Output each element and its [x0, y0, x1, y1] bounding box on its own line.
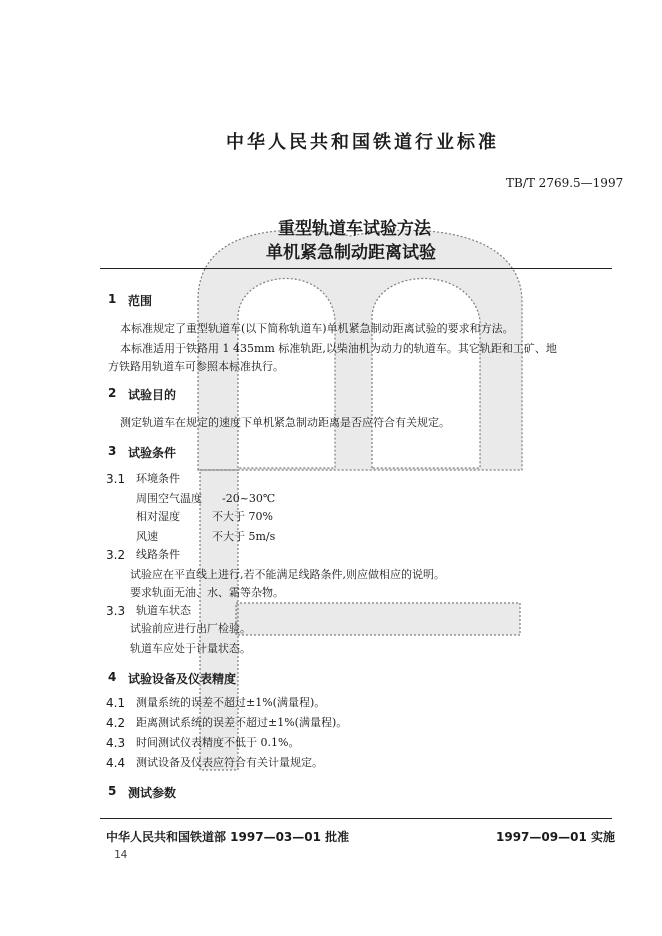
section-3-3-heading: 轨道车状态 [136, 604, 191, 617]
section-3-number: 3 [108, 444, 117, 458]
section-4-3-number: 4.3 [106, 736, 126, 750]
section-4-4-number: 4.4 [106, 756, 126, 770]
approval-line: 中华人民共和国铁道部 1997—03—01 批准 [106, 830, 350, 844]
env-label-humidity: 相对湿度 [136, 510, 180, 523]
section-4-2-text: 距离测试系统的误差不超过±1%(满量程)。 [136, 716, 348, 729]
section-3-heading: 试验条件 [128, 446, 177, 460]
page-number: 14 [114, 848, 128, 861]
section-4-1-number: 4.1 [106, 696, 126, 710]
section-1-paragraph-2a: 本标准适用于铁路用 1 435mm 标准轨距,以柴油机为动力的轨道车。其它轨距和工矿、地 [120, 342, 557, 355]
env-label-temperature: 周围空气温度 [136, 492, 202, 505]
section-2-paragraph: 测定轨道车在规定的速度下单机紧急制动距离是否应符合有关规定。 [120, 416, 450, 429]
section-4-3-text: 时间测试仪表精度不低于 0.1%。 [136, 736, 300, 749]
section-2-number: 2 [108, 386, 117, 400]
standard-organization: 中华人民共和国铁道行业标准 [226, 132, 499, 153]
env-value-humidity: 不大于 70% [212, 510, 273, 523]
section-4-number: 4 [108, 670, 117, 684]
standard-code: TB/T 2769.5—1997 [506, 176, 624, 190]
section-3-2-paragraph-2: 要求轨面无油、水、霜等杂物。 [130, 586, 284, 599]
section-4-heading: 试验设备及仪表精度 [128, 672, 237, 686]
env-value-temperature: -20~30℃ [222, 492, 276, 505]
section-3-2-paragraph-1: 试验应在平直线上进行,若不能满足线路条件,则应做相应的说明。 [130, 568, 445, 581]
env-label-wind: 风速 [136, 530, 158, 543]
section-4-1-text: 测量系统的误差不超过±1%(满量程)。 [136, 696, 326, 709]
section-5-number: 5 [108, 784, 117, 798]
section-3-2-heading: 线路条件 [136, 548, 180, 561]
section-4-2-number: 4.2 [106, 716, 126, 730]
section-3-1-heading: 环境条件 [136, 472, 180, 485]
section-2-heading: 试验目的 [128, 388, 177, 402]
section-4-4-text: 测试设备及仪表应符合有关计量规定。 [136, 756, 323, 769]
section-1-heading: 范围 [128, 294, 153, 308]
section-3-3-paragraph-1: 试验前应进行出厂检验。 [130, 622, 251, 635]
section-3-1-number: 3.1 [106, 472, 126, 486]
section-1-number: 1 [108, 292, 117, 306]
document-title-line1: 重型轨道车试验方法 [278, 219, 431, 239]
footer-divider [100, 818, 612, 819]
section-1-paragraph-1: 本标准规定了重型轨道车(以下简称轨道车)单机紧急制动距离试验的要求和方法。 [120, 322, 514, 335]
section-1-paragraph-2b: 方铁路用轨道车可参照本标准执行。 [108, 360, 284, 373]
section-5-heading: 测试参数 [128, 786, 177, 800]
title-divider [100, 268, 612, 269]
section-3-3-paragraph-2: 轨道车应处于计量状态。 [130, 642, 251, 655]
env-value-wind: 不大于 5m/s [212, 530, 276, 543]
effective-date: 1997—09—01 实施 [496, 830, 615, 844]
section-3-3-number: 3.3 [106, 604, 126, 618]
section-3-2-number: 3.2 [106, 548, 126, 562]
document-title-line2: 单机紧急制动距离试验 [266, 243, 436, 263]
